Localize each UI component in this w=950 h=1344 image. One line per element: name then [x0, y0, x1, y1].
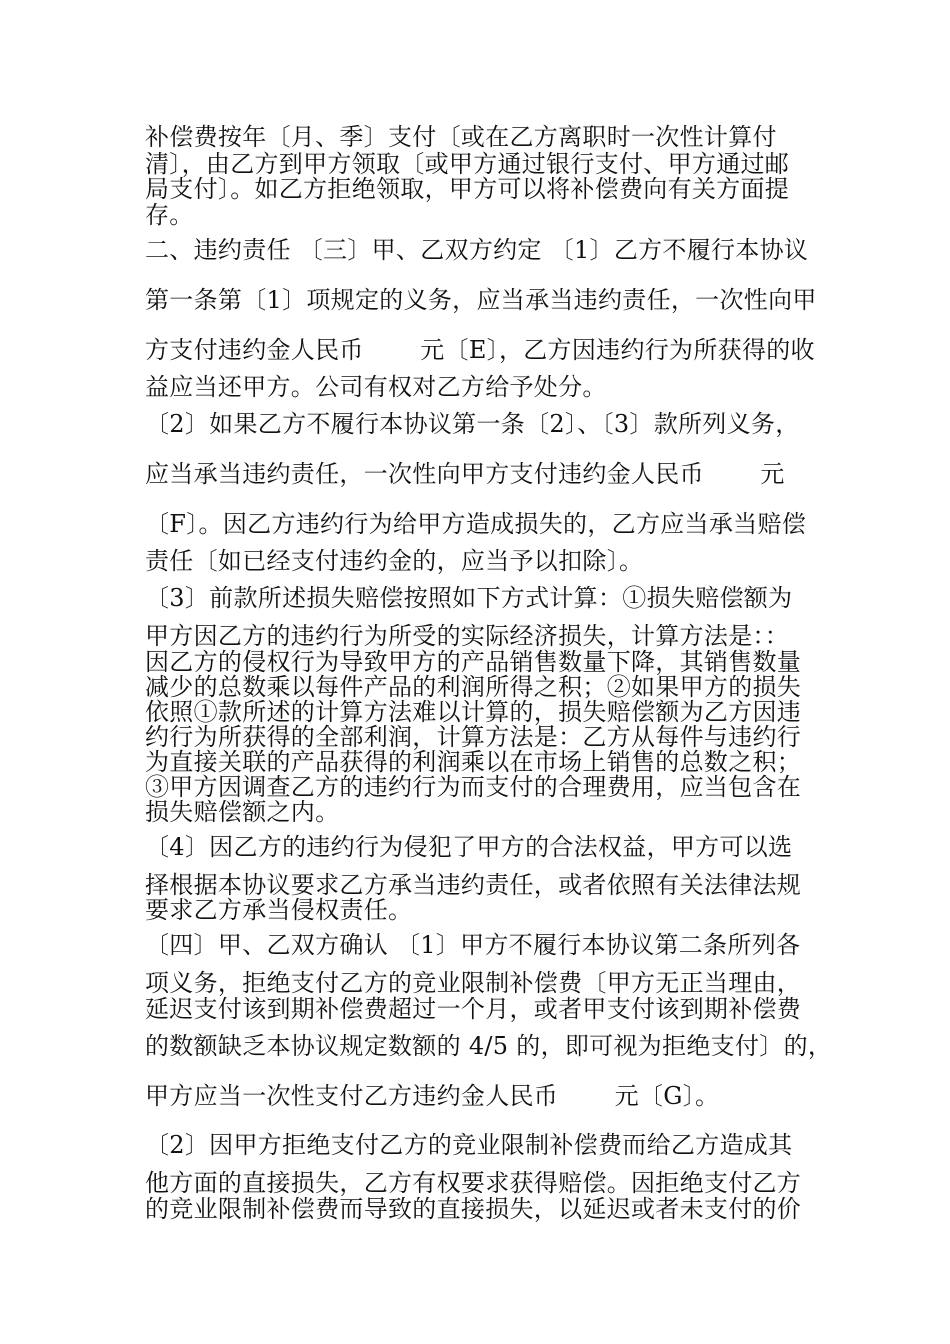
text-line: 应当承当违约责任，一次性向甲方支付违约金人民币 元	[145, 460, 785, 488]
text-line: 依照①款所述的计算方法难以计算的，损失赔偿额为乙方因违	[145, 698, 802, 726]
text-line: 〔3〕前款所述损失赔偿按照如下方式计算：①损失赔偿额为	[145, 584, 793, 612]
text-line: 〔4〕因乙方的违约行为侵犯了甲方的合法权益，甲方可以选	[145, 833, 793, 861]
text-line: 要求乙方承当侵权责任。	[145, 896, 413, 924]
text-line: 益应当还甲方。公司有权对乙方给予处分。	[145, 373, 607, 401]
text-line: 甲方因乙方的违约行为所受的实际经济损失，计算方法是：：	[145, 622, 790, 650]
text-line: 项义务，拒绝支付乙方的竞业限制补偿费〔甲方无正当理由，	[145, 969, 802, 997]
text-line: 责任〔如已经支付违约金的，应当予以扣除〕。	[145, 547, 644, 575]
text-line: 他方面的直接损失，乙方有权要求获得赔偿。因拒绝支付乙方	[145, 1169, 802, 1197]
text-line: ③甲方因调查乙方的违约行为而支付的合理费用，应当包含在	[145, 773, 802, 801]
text-line: 为直接关联的产品获得的利润乘以在市场上销售的总数之积；	[145, 748, 802, 776]
text-line: 存。	[145, 201, 194, 229]
text-line: 〔2〕如果乙方不履行本协议第一条〔2〕、〔3〕款所列义务，	[145, 410, 800, 438]
text-line: 清〕，由乙方到甲方领取〔或甲方通过银行支付、甲方通过邮	[145, 150, 790, 178]
text-line: 局支付〕。如乙方拒绝领取，甲方可以将补偿费向有关方面提	[145, 175, 790, 203]
text-line: 补偿费按年〔月、季〕支付〔或在乙方离职时一次性计算付	[145, 123, 777, 151]
text-line: 的竞业限制补偿费而导致的直接损失，以延迟或者未支付的价	[145, 1195, 802, 1223]
text-line: 减少的总数乘以每件产品的利润所得之积；②如果甲方的损失	[145, 673, 802, 701]
text-line: 〔F〕。因乙方违约行为给甲方造成损失的，乙方应当承当赔偿	[145, 510, 807, 538]
text-line: 方支付违约金人民币 元〔E〕，乙方因违约行为所获得的收	[145, 336, 815, 364]
text-line: 因乙方的侵权行为导致甲方的产品销售数量下降，其销售数量	[145, 648, 802, 676]
text-line: 〔四〕甲、乙双方确认 〔1〕甲方不履行本协议第二条所列各	[145, 931, 801, 959]
text-line: 的数额缺乏本协议规定数额的 4/5 的，即可视为拒绝支付〕的，	[145, 1032, 833, 1060]
text-line: 择根据本协议要求乙方承当违约责任，或者依照有关法律法规	[145, 871, 802, 899]
text-line: 〔2〕因甲方拒绝支付乙方的竞业限制补偿费而给乙方造成其	[145, 1131, 793, 1159]
text-line: 二、违约责任 〔三〕甲、乙双方约定 〔1〕乙方不履行本协议	[145, 236, 809, 264]
text-line: 损失赔偿额之内。	[145, 798, 340, 826]
text-line: 甲方应当一次性支付乙方违约金人民币 元〔G〕。	[145, 1082, 720, 1110]
text-line: 第一条第〔1〕项规定的义务，应当承当违约责任，一次性向甲	[145, 286, 817, 314]
text-line: 延迟支付该到期补偿费超过一个月，或者甲支付该到期补偿费	[145, 995, 802, 1023]
text-line: 约行为所获得的全部利润，计算方法是：乙方从每件与违约行	[145, 723, 802, 751]
